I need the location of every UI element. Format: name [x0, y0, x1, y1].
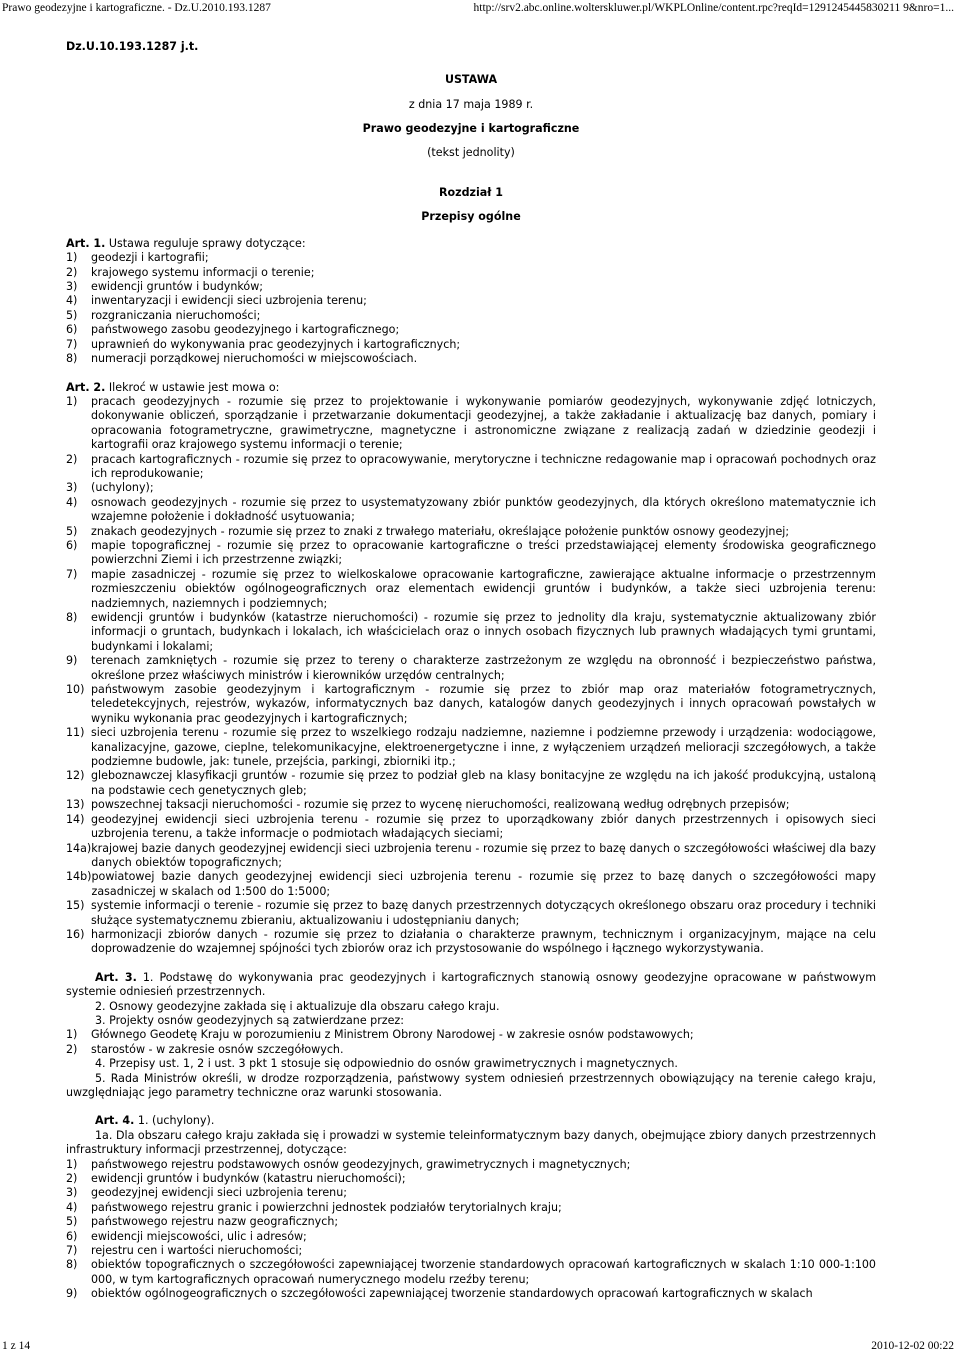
list-item: 6) państwowego zasobu geodezyjnego i kartograficznego;: [66, 323, 400, 337]
list-item: 1) geodezji i kartografii;: [66, 251, 209, 265]
list-item: 14) geodezyjnej ewidencji sieci uzbrojenia terenu - rozumie się przez to uporządkowany zbiór danych przestrzennych i opisowych sieci uzbrojenia terenu, a także informacje o podmiotach władających sieciami;: [66, 812, 876, 841]
browser-header-title: Prawo geodezyjne i kartograficzne. - Dz.U.2010.193.1287: [2, 2, 271, 14]
chapter-title: Przepisy ogólne: [421, 210, 521, 224]
consolidated-text-note: (tekst jednolity): [427, 145, 515, 159]
list-item: 16) harmonizacji zbiorów danych - rozumie się przez to działania o charakterze prawnym, technicznym i organizacyjnym, mające na celu doprowadzenie do wzajemnej spójności tych zbiorów oraz ich przystosowanie do wspólnego i łącznego wykorzystywania.: [66, 927, 876, 956]
article-3: [66, 971, 876, 1101]
list-item: 2) pracach kartograficznych - rozumie się przez to opracowywanie, merytoryczne i techniczne redagowanie map i opracowań pochodnych oraz ich reprodukowanie;: [66, 452, 876, 480]
journal-reference: Dz.U.10.193.1287 j.t.: [66, 40, 199, 53]
list-item: 2) krajowego systemu informacji o terenie;: [66, 265, 315, 279]
list-item: 9) terenach zamkniętych - rozumie się przez to tereny o charakterze zastrzeżonym ze względu na obronność i bezpieczeństwo państwa, określone przez właściwych ministrów i kierowników urzędów centralnych;: [66, 654, 876, 682]
list-item: 5) państwowego rejestru nazw geograficznych;: [66, 1215, 339, 1229]
chapter-heading: Rozdział 1: [438, 186, 503, 200]
list-item: 5) znakach geodezyjnych - rozumie się przez to znaki z trwałego materiału, określające położenie punktów osnowy geodezyjnej;: [66, 524, 790, 538]
page-counter: 1 z 14: [2, 1340, 31, 1352]
list-item: 3) geodezyjnej ewidencji sieci uzbrojenia terenu;: [66, 1186, 347, 1200]
list-item: 1) pracach geodezyjnych - rozumie się przez to projektowanie i wykonywanie pomiarów geodezyjnych, wykonywanie zdjęć lotniczych, dokonywanie obliczeń, sporządzanie i przetwarzanie dokumentacji geodezyjnej, a także zakładanie i aktualizację baz danych, pomiary i opracowania fotogrametryczne, grawimetryczne, magnetyczne i astronomiczne związane z realizacją zadań w dziedzinie geodezji i kartografii oraz krajowego systemu informacji o terenie;: [66, 394, 876, 452]
article-2: [66, 381, 876, 957]
list-item: 2) starostów - w zakresie osnów szczegółowych.: [66, 1042, 344, 1056]
article-4: [66, 1114, 876, 1301]
list-item: 1) Głównego Geodetę Kraju w porozumieniu z Ministrem Obrony Narodowej - w zakresie osnów podstawowych;: [66, 1028, 694, 1042]
list-item: 3) ewidencji gruntów i budynków;: [66, 280, 264, 294]
document-body: [66, 40, 876, 1302]
list-item: 14a) krajowej bazie danych geodezyjnej ewidencji sieci uzbrojenia terenu - rozumie się przez to bazę danych o szczegółowości właściwej dla bazy danych obiektów topograficznych;: [66, 841, 876, 869]
list-item: 5) rozgraniczania nieruchomości;: [66, 308, 261, 322]
article-1-items: [66, 251, 876, 366]
list-item: 10) państwowym zasobie geodezyjnym i kartograficznym - rozumie się przez to zbiór map oraz materiałów fotogrametrycznych, teledetekcyjnych, rejestrów, wykazów, informatycznych baz danych, katalogów danych geodezyjnych i innych opracowań powstałych w wyniku wykonania prac geodezyjnych i kartograficznych;: [66, 683, 876, 725]
list-item: 12) gleboznawczej klasyfikacji gruntów - rozumie się przez to podział gleb na klasy bonitacyjne ze względu na ich jakość produkcyjną, ustaloną na podstawie cech genetycznych gleb;: [66, 769, 876, 797]
article-3-label: Art. 3.: [95, 970, 137, 984]
article-4-label: Art. 4.: [95, 1114, 135, 1128]
list-item: 6) mapie topograficznej - rozumie się przez to opracowanie kartograficzne o treści przedstawiającej elementy środowiska geograficznego powierzchni Ziemi i ich przestrzenne związki;: [66, 538, 876, 567]
list-item: 8) ewidencji gruntów i budynków (katastrze nieruchomości) - rozumie się przez to jednolity dla kraju, systematycznie aktualizowany zbiór informacji o gruntach, budynkach i lokalach, ich właścicielach oraz o innych osobach fizycznych lub prawnych władających tymi gruntami, budynkami i lokalami;: [66, 611, 876, 653]
article-2-label: Art. 2.: [66, 380, 106, 394]
browser-header-url: http://srv2.abc.online.wolterskluwer.pl/WKPLOnline/content.rpc?reqId=1291245445830211 9&nro=1...: [473, 2, 954, 14]
article-3-para-5: 5. Rada Ministrów określi, w drodze rozporządzenia, państwowy system odniesień przestrzennych obowiązujący na terenie całego kraju, uwzględniając jego parametry techniczne oraz warunki stosowania.: [66, 1071, 876, 1099]
list-item: 4) osnowach geodezyjnych - rozumie się przez to usystematyzowany zbiór punktów geodezyjnych, dla których określono matematycznie ich wzajemne położenie i dokładność usytuowania;: [66, 495, 876, 524]
article-4-para-1: 1. (uchylony).: [134, 1114, 215, 1128]
article-3-para-3: 3. Projekty osnów geodezyjnych są zatwierdzane przez:: [95, 1013, 404, 1027]
list-item: 9) obiektów ogólnogeograficznych o szczegółowości zapewniającej tworzenie standardowych opracowań kartograficznych w skalach: [66, 1287, 813, 1301]
list-item: 15) systemie informacji o terenie - rozumie się przez to bazę danych przestrzennych dotyczących określonego obszaru oraz procedury i techniki służące systematycznemu zbieraniu, aktualizowaniu i udostępnianiu danych;: [66, 899, 876, 927]
list-item: 4) państwowego rejestru granic i powierzchni jednostek podziałów terytorialnych kraju;: [66, 1200, 562, 1214]
article-4-para-1a: 1a. Dla obszaru całego kraju zakłada się i prowadzi w systemie teleinformatycznym bazy danych, obejmujące zbiory danych przestrzennych infrastruktury informacji przestrzennej, dotyczące:: [66, 1128, 876, 1157]
article-3-para-1: 1. Podstawę do wykonywania prac geodezyjnych i kartograficznych stanowią osnowy geodezyjne opracowane w państwowym systemie odniesień przestrzennych.: [66, 970, 876, 999]
list-item: 8) obiektów topograficznych o szczegółowości zapewniającej tworzenie standardowych opracowań kartograficznych w skalach 1:10 000-1:100 000, w tym kartograficznych opracowań numerycznego modelu rzeźby terenu;: [66, 1258, 876, 1286]
list-item: 4) inwentaryzacji i ewidencji sieci uzbrojenia terenu;: [66, 294, 367, 308]
act-heading: USTAWA: [444, 73, 498, 87]
list-item: 7) uprawnień do wykonywania prac geodezyjnych i kartograficznych;: [66, 337, 461, 351]
list-item: 1) państwowego rejestru podstawowych osnów geodezyjnych, grawimetrycznych i magnetycznych;: [66, 1157, 631, 1171]
list-item: 14b) powiatowej bazie danych geodezyjnej ewidencji sieci uzbrojenia terenu - rozumie się przez to bazę danych o szczegółowości mapy zasadniczej w skalach od 1:500 do 1:5000;: [66, 870, 876, 898]
list-item: 3) (uchylony);: [66, 481, 154, 495]
article-1-intro: Ustawa reguluje sprawy dotyczące:: [105, 236, 306, 250]
article-3-para-2: 2. Osnowy geodezyjne zakłada się i aktualizuje dla obszaru całego kraju.: [95, 999, 500, 1013]
article-2-intro: Ilekroć w ustawie jest mowa o:: [105, 380, 280, 394]
act-date: z dnia 17 maja 1989 r.: [408, 97, 534, 111]
list-item: 7) rejestru cen i wartości nieruchomości;: [66, 1244, 303, 1258]
list-item: 8) numeracji porządkowej nieruchomości w miejscowościach.: [66, 352, 418, 366]
article-3-para-4: 4. Przepisy ust. 1, 2 i ust. 3 pkt 1 stosuje się odpowiednio do osnów grawimetrycznych i magnetycznych.: [95, 1057, 678, 1071]
act-title: Prawo geodezyjne i kartograficzne: [362, 122, 580, 136]
article-2-items: [66, 395, 876, 957]
list-item: 7) mapie zasadniczej - rozumie się przez to wielkoskalowe opracowanie kartograficzne, zawierające aktualne informacje o przestrzennym rozmieszczeniu obiektów ogólnogeograficznych oraz elementach ewidencji gruntów i budynków, a także sieci uzbrojenia terenu: nadziemnych, naziemnych i podziemnych;: [66, 567, 876, 610]
list-item: 11) sieci uzbrojenia terenu - rozumie się przez to wszelkiego rodzaju nadziemne, naziemne i podziemne przewody i urządzenia: wodociągowe, kanalizacyjne, gazowe, cieplne, telekomunikacyjne, elektroenergetyczne i inne, z wyłączeniem urządzeń melioracji szczegółowych, a także podziemne budowle, jak: tunele, przejścia, parkingi, zbiorniki itp.;: [66, 726, 876, 769]
list-item: 13) powszechnej taksacji nieruchomości - rozumie się przez to wycenę nieruchomości, realizowaną według odrębnych przepisów;: [66, 798, 790, 812]
list-item: 6) ewidencji miejscowości, ulic i adresów;: [66, 1229, 307, 1243]
print-datetime: 2010-12-02 00:22: [871, 1340, 954, 1352]
article-1-label: Art. 1.: [66, 236, 106, 250]
list-item: 2) ewidencji gruntów i budynków (katastru nieruchomości);: [66, 1172, 406, 1186]
article-1: [66, 237, 876, 367]
